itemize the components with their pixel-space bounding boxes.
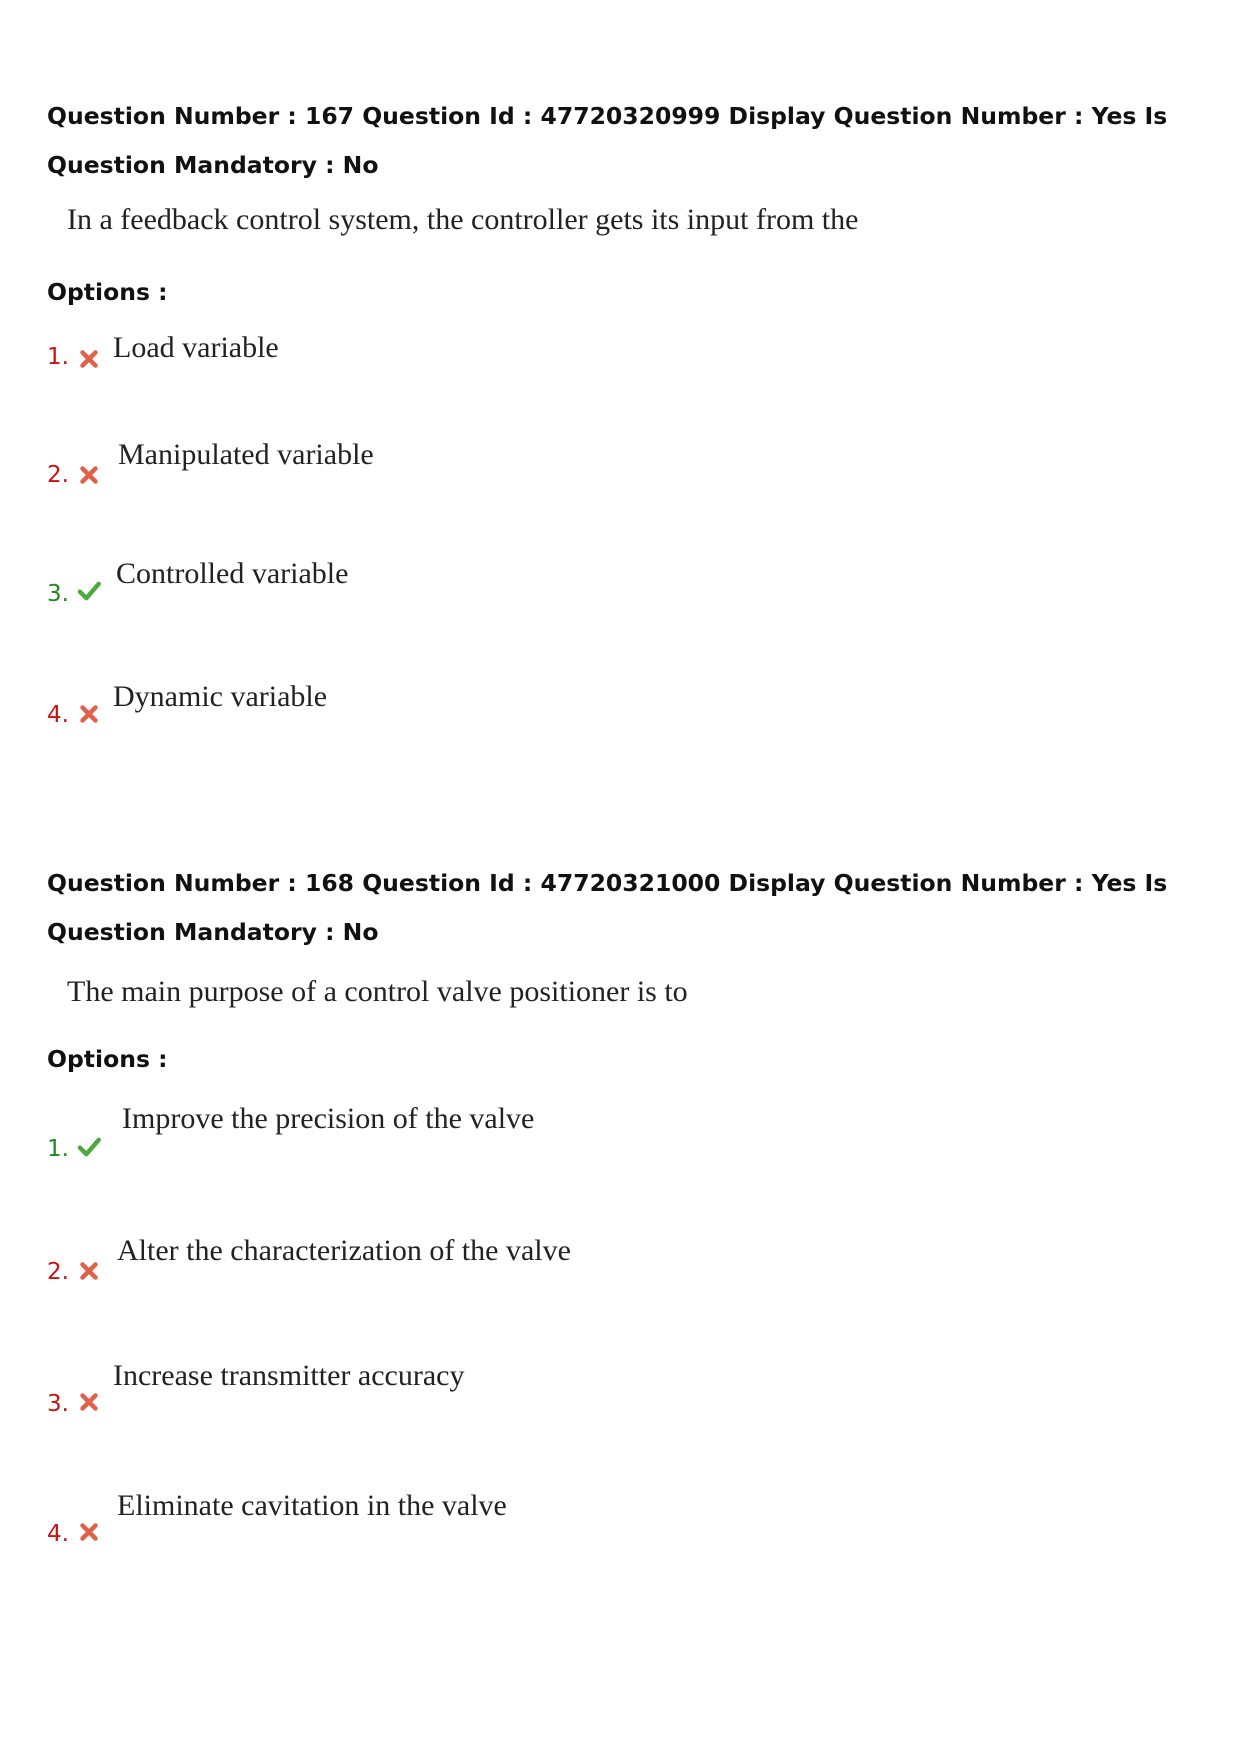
option-number: 2. (47, 462, 69, 488)
cross-icon (76, 346, 102, 372)
question-text: In a feedback control system, the controller gets its input from the (67, 203, 859, 236)
option-text: Load variable (113, 331, 279, 364)
question-header: Question Number : 167 Question Id : 47720320999 Display Question Number : Yes Is Question Mandatory : No (47, 102, 1168, 179)
option-text: Eliminate cavitation in the valve (117, 1489, 507, 1522)
option-item (0, 678, 1240, 738)
check-icon (76, 1134, 102, 1160)
option-text: Improve the precision of the valve (122, 1102, 535, 1135)
option-item (0, 1357, 1240, 1417)
option-item (0, 555, 1240, 615)
cross-icon (76, 701, 102, 727)
check-icon (76, 578, 102, 604)
option-text: Increase transmitter accuracy (113, 1359, 465, 1392)
option-text: Manipulated variable (118, 438, 374, 471)
option-text: Alter the characterization of the valve (117, 1234, 571, 1267)
options-label: Options : (47, 278, 168, 306)
cross-icon (76, 1258, 102, 1284)
cross-icon (76, 462, 102, 488)
cross-icon (76, 1389, 102, 1415)
option-number: 1. (47, 344, 69, 370)
option-item (0, 436, 1240, 496)
option-number: 3. (47, 1391, 69, 1417)
option-item (0, 328, 1240, 388)
option-number: 3. (47, 581, 69, 607)
option-item (0, 1100, 1240, 1160)
option-text: Dynamic variable (113, 680, 328, 713)
option-number: 4. (47, 702, 69, 728)
option-text: Controlled variable (116, 557, 349, 590)
option-number: 4. (47, 1521, 69, 1547)
cross-icon (76, 1519, 102, 1545)
option-number: 1. (47, 1136, 69, 1162)
options-label: Options : (47, 1045, 168, 1073)
option-item (0, 1487, 1240, 1547)
option-item (0, 1232, 1240, 1292)
option-number: 2. (47, 1259, 69, 1285)
question-text: The main purpose of a control valve positioner is to (67, 975, 688, 1008)
question-header: Question Number : 168 Question Id : 47720321000 Display Question Number : Yes Is Question Mandatory : No (47, 869, 1168, 946)
